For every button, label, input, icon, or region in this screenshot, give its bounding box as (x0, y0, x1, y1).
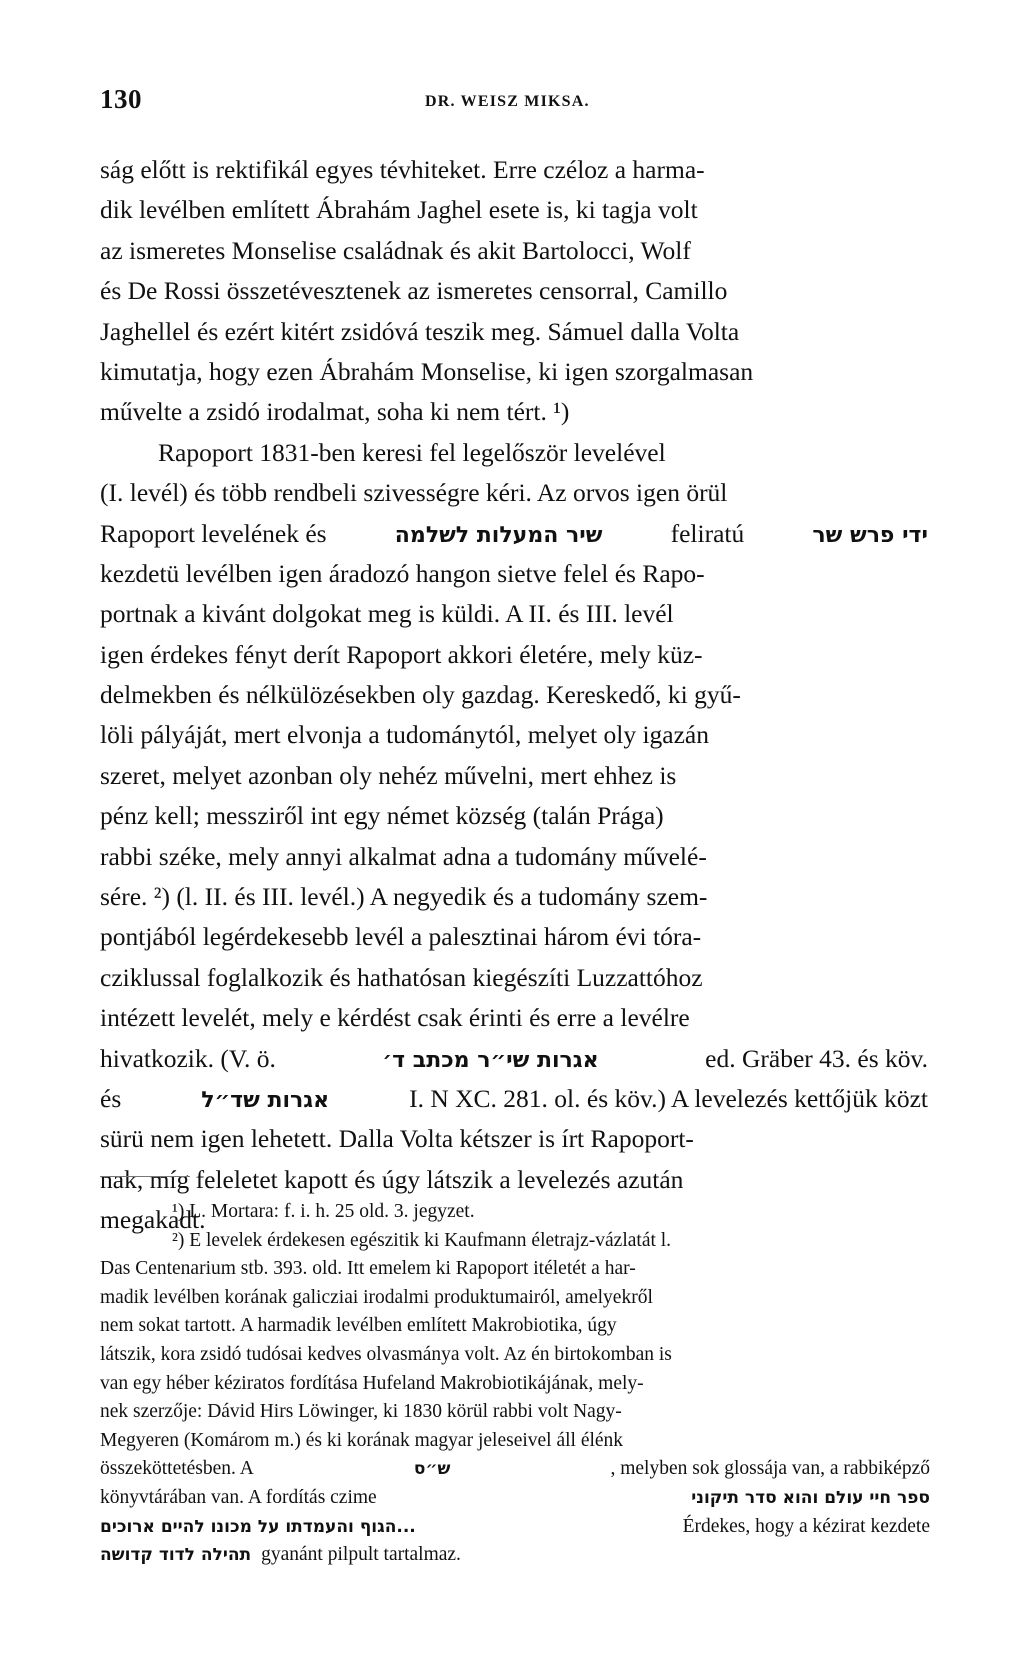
text-segment: ed. Gräber 43. és köv. (705, 1043, 928, 1073)
text-segment: nak, míg feleletet kapott és úgy látszik a levelezés azután (100, 1164, 684, 1194)
text-segment: rabbi széke, mely annyi alkalmat adna a tudomány művelé- (100, 841, 707, 871)
footnote-line (100, 1341, 930, 1370)
text-segment: művelte a zsidó irodalmat, soha ki nem tért. ¹) (100, 397, 570, 427)
footnotes (100, 1198, 930, 1570)
footnote-line (100, 1198, 930, 1227)
text-line (100, 150, 928, 190)
text-segment: Rapoport 1831-ben keresi fel legelőször levelével (158, 437, 666, 467)
hebrew-title: ספר חיי עולם והוא סדר תיקוני (691, 1487, 930, 1508)
text-segment: ság előtt is rektifikál egyes tévhiteket. Erre czéloz a harma- (100, 155, 705, 184)
text-segment: portnak a kivánt dolgokat meg is küldi. A II. és III. levél (100, 599, 674, 629)
text-segment: kezdetü levélben igen áradozó hangon sietve felel és Rapo- (100, 558, 705, 588)
text-line (100, 1160, 928, 1200)
footnote-line (100, 1227, 930, 1256)
text-segment: Megyeren (Komárom m.) és ki korának magyar jeleseivel áll élénk (100, 1429, 624, 1451)
text-line (100, 1079, 928, 1119)
text-line (100, 1039, 928, 1079)
text-line (100, 837, 928, 877)
text-segment: I. N XC. 281. ol. és köv.) A levelezés kettőjük közt (409, 1083, 928, 1113)
text-segment: ²) E levelek érdekesen egészitik ki Kaufmann életrajz-vázlatát l. (172, 1229, 672, 1251)
text-line (100, 190, 928, 230)
hebrew-title: שיר המעלות לשלמה (394, 522, 603, 548)
page-number: 130 (100, 84, 142, 114)
text-segment: Jaghellel és ezért kitért zsidóvá teszik meg. Sámuel dalla Volta (100, 316, 740, 346)
text-line (100, 675, 928, 715)
text-segment: pontjából legérdekesebb levél a palesztinai három évi tóra- (100, 922, 702, 952)
text-segment: dik levélben említett Ábrahám Jaghel esete is, ki tagja volt (100, 195, 698, 225)
text-segment: kimutatja, hogy ezen Ábrahám Monselise, ki igen szorgalmasan (100, 356, 754, 386)
text-segment: látszik, kora zsidó tudósai kedves olvasmánya volt. Az én birtokomban is (100, 1343, 672, 1365)
hebrew-citation: אגרות שד״ל (201, 1087, 330, 1113)
text-line (100, 271, 928, 311)
text-segment: nek szerzője: Dávid Hirs Löwinger, ki 1830 körül rabbi volt Nagy- (100, 1401, 622, 1423)
text-line (100, 554, 928, 594)
text-segment: hivatkozik. (V. ö. (100, 1043, 276, 1073)
text-segment: sürü nem igen lehetett. Dalla Volta kétszer is írt Rapoport- (100, 1124, 694, 1154)
text-line (100, 756, 928, 796)
hebrew-citation: אגרות שי״ר מכתב ד׳ (382, 1047, 599, 1073)
text-segment: könyvtárában van. A fordítás czime (100, 1486, 377, 1508)
text-line (100, 796, 928, 836)
footnote-line (100, 1484, 930, 1513)
text-line (100, 715, 928, 755)
hebrew-abbreviation: ש״ס (413, 1459, 451, 1480)
text-segment: Érdekes, hogy a kézirat kezdete (682, 1515, 930, 1537)
text-segment: az ismeretes Monselise családnak és akit Bartolocci, Wolf (100, 235, 691, 265)
body-text (100, 150, 928, 1241)
text-segment: intézett levelét, mely e kérdést csak érinti és erre a levélre (100, 1003, 690, 1033)
hebrew-title: ...הגוף והעמדתו על מכונו להיים ארוכים (100, 1516, 416, 1537)
text-line (100, 917, 928, 957)
text-segment: igen érdekes fényt derít Rapoport akkori életére, mely küz- (100, 639, 703, 669)
text-segment: ¹) L. Mortara: f. i. h. 25 old. 3. jegyzet. (172, 1201, 475, 1222)
running-head (100, 84, 930, 124)
text-segment: szeret, melyet azonban oly nehéz művelni, mert ehhez is (100, 760, 677, 790)
text-line (100, 473, 928, 513)
text-segment: , melyben sok glossája van, a rabbiképző (610, 1458, 930, 1480)
footnote-line (100, 1370, 930, 1399)
text-segment: sére. ²) (l. II. és III. levél.) A negyedik és a tudomány szem- (100, 882, 708, 912)
footnote-divider (100, 1176, 190, 1177)
text-segment: összeköttetésben. A (100, 1458, 254, 1480)
text-segment: delmekben és nélkülözésekben oly gazdag. Kereskedő, ki gyű- (100, 680, 741, 710)
text-segment: van egy héber kéziratos fordítása Hufeland Makrobiotikájának, mely- (100, 1372, 644, 1394)
footnote-line (100, 1255, 930, 1284)
footnote-line (100, 1455, 930, 1484)
footnote-line (100, 1312, 930, 1341)
text-segment: Rapoport levelének és (100, 518, 327, 548)
footnote-line (100, 1398, 930, 1427)
text-segment: löli pályáját, mert elvonja a tudománytól, melyet oly igazán (100, 720, 709, 750)
text-segment: (I. levél) és több rendbeli szivességre kéri. Az orvos igen örül (100, 478, 728, 508)
text-segment: Das Centenarium stb. 393. old. Itt emelem ki Rapoport itéletét a har- (100, 1258, 636, 1280)
text-line (100, 392, 928, 432)
text-line (100, 594, 928, 634)
text-segment: pénz kell; messziről int egy német község (talán Prága) (100, 801, 664, 831)
text-line (100, 352, 928, 392)
text-segment: feliratú (670, 518, 745, 548)
text-segment: és (100, 1083, 122, 1113)
hebrew-incipit: ידי פרש שר (812, 522, 928, 548)
text-segment: cziklussal foglalkozik és hathatósan kiegészíti Luzzattóhoz (100, 962, 703, 992)
text-line (100, 998, 928, 1038)
text-line (100, 514, 928, 554)
footnote-line (100, 1427, 930, 1456)
text-line (100, 877, 928, 917)
footnote-line (100, 1513, 930, 1542)
text-segment: és De Rossi összetévesztenek az ismeretes censorral, Camillo (100, 276, 728, 306)
footnote-line (100, 1541, 930, 1570)
text-line (100, 958, 928, 998)
text-line (100, 312, 928, 352)
footnote-line (100, 1284, 930, 1313)
text-segment: madik levélben korának galicziai irodalmi produktumairól, amelyekről (100, 1286, 653, 1308)
text-line (100, 231, 928, 271)
text-line (100, 635, 928, 675)
text-segment: gyanánt pilpult tartalmaz. (261, 1544, 461, 1566)
hebrew-incipit: תהילה לדוד קדושה (100, 1545, 252, 1566)
running-title: DR. WEISZ MIKSA. (425, 93, 590, 110)
text-line (100, 1119, 928, 1159)
text-line (100, 433, 928, 473)
text-segment: nem sokat tartott. A harmadik levélben említett Makrobiotika, úgy (100, 1315, 617, 1337)
text-segment: megakadt. (100, 1205, 206, 1235)
